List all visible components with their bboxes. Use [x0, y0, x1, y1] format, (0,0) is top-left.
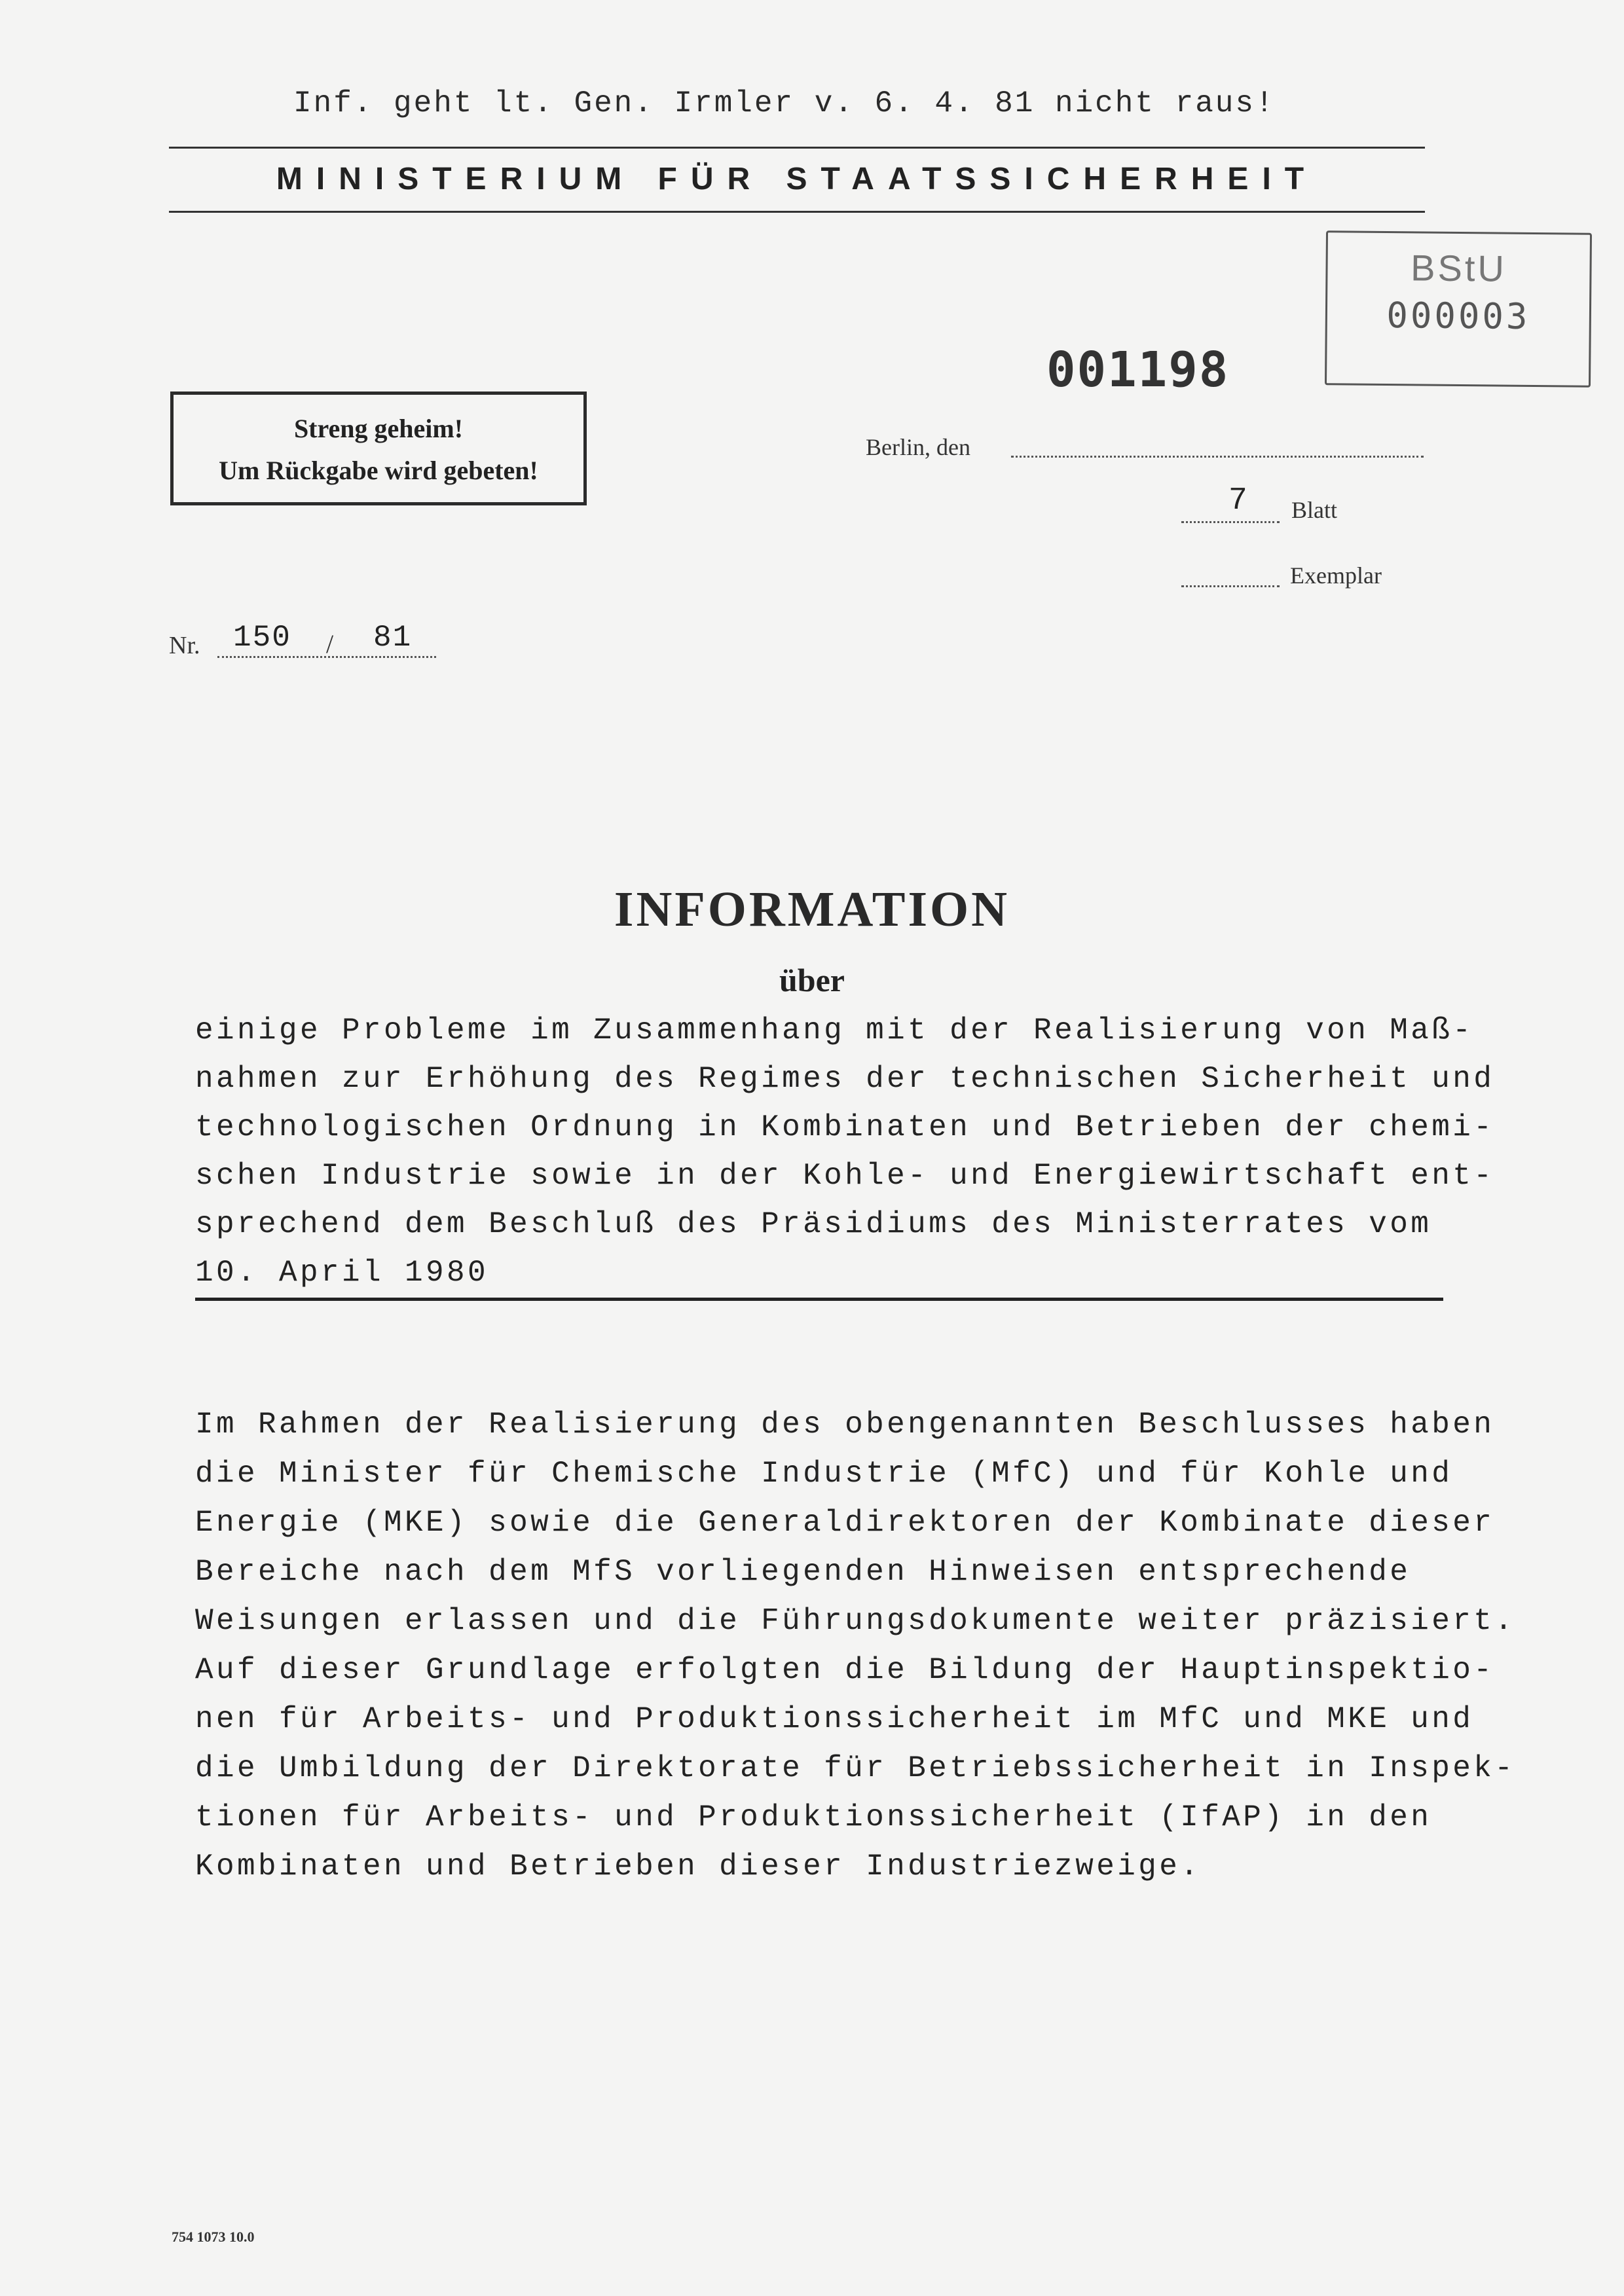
subject-line: nahmen zur Erhöhung des Regimes der technischen Sicherheit und — [195, 1062, 1495, 1096]
subject-line: sprechend dem Beschluß des Präsidiums des Ministerrates vom — [195, 1207, 1432, 1241]
body-line: Energie (MKE) sowie die Generaldirektoren der Kombinate dieser — [195, 1506, 1495, 1540]
body-line: die Minister für Chemische Industrie (MfC) und für Kohle und — [195, 1457, 1453, 1491]
handwritten-annotation: Inf. geht lt. Gen. Irmler v. 6. 4. 81 nicht raus! — [293, 86, 1276, 120]
nr-year: 81 — [373, 621, 413, 655]
nr-label: Nr. — [169, 632, 200, 659]
classification-line-2: Um Rückgabe wird gebeten! — [219, 456, 538, 485]
subject-line: einige Probleme im Zusammenhang mit der Realisierung von Maß- — [195, 1013, 1474, 1048]
heading-ueber: über — [779, 962, 845, 998]
nr-field — [217, 656, 436, 658]
body-line: die Umbildung der Direktorate für Betriebssicherheit in Inspek- — [195, 1751, 1516, 1785]
body-line: Auf dieser Grundlage erfolgten die Bildung der Hauptinspektio- — [195, 1653, 1495, 1687]
bstu-stamp — [1325, 230, 1592, 388]
blatt-label: Blatt — [1291, 497, 1337, 523]
nr-slash: / — [326, 629, 334, 659]
blatt-value: 7 — [1228, 483, 1247, 519]
bstu-stamp-number: 000003 — [1386, 295, 1530, 337]
body-line: Bereiche nach dem MfS vorliegenden Hinweisen entsprechende — [195, 1555, 1411, 1589]
classification-line-1: Streng geheim! — [293, 414, 464, 443]
exemplar-label: Exemplar — [1290, 562, 1382, 589]
exemplar-field — [1181, 585, 1280, 587]
subject-line: schen Industrie sowie in der Kohle- und Energiewirtschaft ent- — [195, 1159, 1495, 1193]
body-line: Im Rahmen der Realisierung des obengenannten Beschlusses haben — [195, 1408, 1495, 1442]
document-heading: INFORMATION — [614, 882, 1010, 937]
header-rule-top — [169, 147, 1425, 149]
subject-line: technologischen Ordnung in Kombinaten und Betrieben der chemi- — [195, 1110, 1495, 1144]
subject-underline — [195, 1298, 1443, 1301]
classification-box — [170, 392, 587, 505]
berlin-date-field — [1011, 456, 1424, 458]
subject-line: 10. April 1980 — [195, 1256, 489, 1290]
form-code: 754 1073 10.0 — [172, 2229, 255, 2245]
body-line: nen für Arbeits- und Produktionssicherheit im MfC und MKE und — [195, 1702, 1474, 1736]
body-line: Kombinaten und Betrieben dieser Industriezweige. — [195, 1850, 1202, 1884]
bstu-stamp-label: BStU — [1410, 247, 1507, 289]
nr-number: 150 — [233, 621, 291, 655]
ministry-header: MINISTERIUM FÜR STAATSSICHERHEIT — [276, 162, 1318, 196]
berlin-date-label: Berlin, den — [866, 434, 970, 460]
blatt-field — [1181, 521, 1280, 523]
body-line: tionen für Arbeits- und Produktionssicherheit (IfAP) in den — [195, 1800, 1432, 1834]
body-line: Weisungen erlassen und die Führungsdokumente weiter präzisiert. — [195, 1604, 1516, 1638]
document-number-stamp: 001198 — [1046, 342, 1230, 398]
header-rule-bottom — [169, 211, 1425, 213]
